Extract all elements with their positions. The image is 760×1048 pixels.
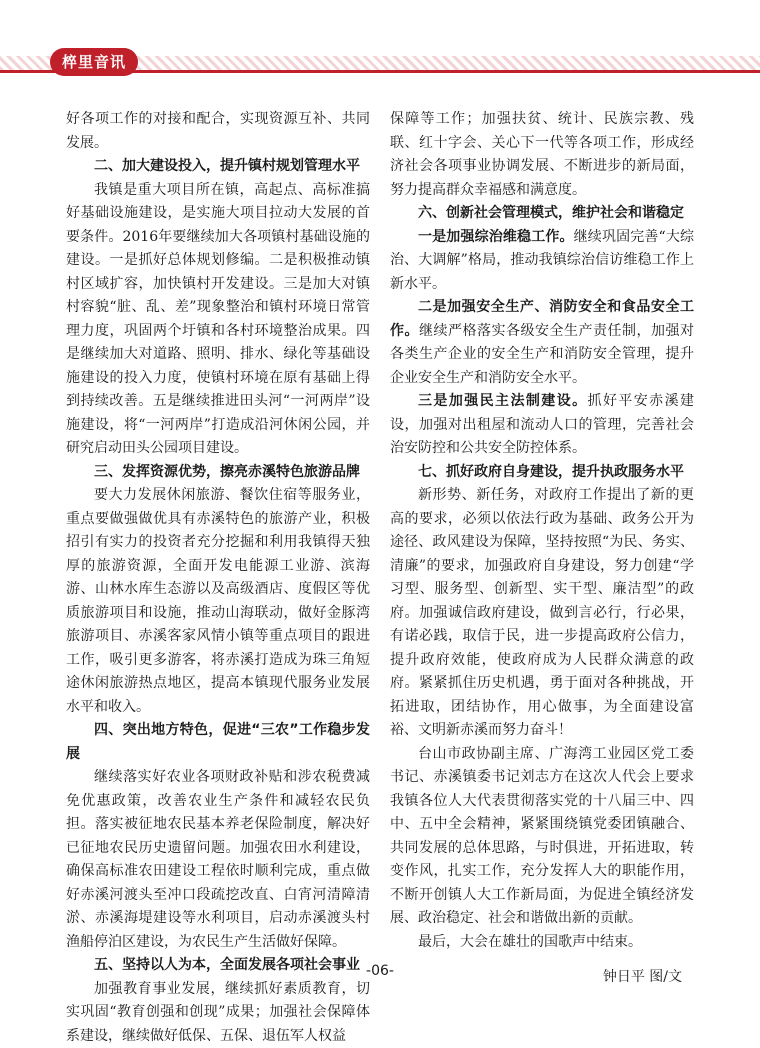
paragraph: 保障等工作；加强扶贫、统计、民族宗教、残联、红十字会、关心下一代等各项工作，形成经济社会各项事业协调发展、不断进步的新局面，努力提高群众幸福感和满意度。 bbox=[390, 108, 694, 202]
section-heading: 六、创新社会管理模式，维护社会和谐稳定 bbox=[390, 202, 694, 226]
paragraph: 台山市政协副主席、广海湾工业园区党工委书记、赤溪镇委书记刘志方在这次人代会上要求我镇各位人大代表贯彻落实党的十八届三中、四中、五中全会精神，紧紧围绕镇党委团镇融合、共同发展的总体思路，与时俱进，开拓进取，转变作风，扎实工作，充分发挥人大的职能作用，不断开创镇人大工作新局面，为促进全镇经济发展、政治稳定、社会和谐做出新的贡献。 bbox=[390, 743, 694, 931]
paragraph bbox=[390, 226, 694, 297]
paragraph bbox=[390, 296, 694, 390]
paragraph-text: 继续巩固完善“大综治、大调解”格局，推动我镇综治信访维稳工作上新水平。 bbox=[390, 229, 694, 292]
paragraph: 新形势、新任务，对政府工作提出了新的更高的要求，必须以依法行政为基础、政务公开为途径、政风建设为保障，坚持按照“为民、务实、清廉”的要求，加强政府自身建设，努力创建“学习型、服务型、创新型、实干型、廉洁型”的政府。加强诚信政府建设，做到言必行，行必果，有诺必践，取信于民，进一步提高政府公信力，提升政府效能，使政府成为人民群众满意的政府。紧紧抓住历史机遇，勇于面对各种挑战，开拓进取，团结协作，用心做事，为全面建设富裕、文明新赤溪而努力奋斗！ bbox=[390, 484, 694, 743]
paragraph: 最后，大会在雄壮的国歌声中结束。 bbox=[390, 931, 694, 955]
section-heading: 二、加大建设投入，提升镇村规划管理水平 bbox=[66, 155, 370, 179]
paragraph: 要大力发展休闲旅游、餐饮住宿等服务业，重点要做强做优具有赤溪特色的旅游产业，积极招引有实力的投资者充分挖掘和利用我镇得天独厚的旅游资源，全面开发电能源工业游、滨海游、山林水库生态游以及高级酒店、度假区等优质旅游项目和设施，推动山海联动，做好金豚湾旅游项目、赤溪客家风情小镇等重点项目的跟进工作，吸引更多游客，将赤溪打造成为珠三角短途休闲旅游热点地区，提高本镇现代服务业发展水平和收入。 bbox=[66, 484, 370, 719]
paragraph-text: 继续严格落实各级安全生产责任制，加强对各类生产企业的安全生产和消防安全管理，提升企业安全生产和消防安全水平。 bbox=[390, 323, 694, 386]
paragraph: 继续落实好农业各项财政补贴和涉农税费减免优惠政策，改善农业生产条件和减轻农民负担。落实被征地农民基本养老保险制度，解决好已征地农民历史遗留问题。加强农田水利建设，确保高标准农田建设工程依时顺利完成，重点做好赤溪河渡头至冲口段疏挖改直、白宵河清障清淤、赤溪海堤建设等水利项目，启动赤溪渡头村渔船停泊区建设，为农民生产生活做好保障。 bbox=[66, 766, 370, 954]
section-heading: 三、发挥资源优势，擦亮赤溪特色旅游品牌 bbox=[66, 461, 370, 485]
section-heading: 四、突出地方特色，促进“三农”工作稳步发展 bbox=[66, 719, 370, 766]
lead-phrase: 一是加强综治维稳工作。 bbox=[418, 229, 574, 245]
lead-phrase: 二是加强安全生产、消防安全和食品安全工作。 bbox=[390, 299, 694, 339]
left-column bbox=[66, 108, 370, 1048]
paragraph: 好各项工作的对接和配合，实现资源互补、共同发展。 bbox=[66, 108, 370, 155]
section-badge: 椊里音讯 bbox=[50, 48, 138, 76]
paragraph: 我镇是重大项目所在镇，高起点、高标准搞好基础设施建设，是实施大项目拉动大发展的首要条件。2016年要继续加大各项镇村基础设施的建设。一是抓好总体规划修编。二是积极推动镇村区域扩容，加快镇村开发建设。三是加大对镇村容貌“脏、乱、差”现象整治和镇村环境日常管理力度，巩固两个圩镇和各村环境整治成果。四是继续加大对道路、照明、排水、绿化等基础设施建设的投入力度，使镇村环境在原有基础上得到持续改善。五是继续推进田头河“一河两岸”设施建设，将“一河两岸”打造成沿河休闲公园，并研究启动田头公园项目建设。 bbox=[66, 179, 370, 461]
page-header bbox=[0, 0, 760, 90]
section-heading: 五、坚持以人为本，全面发展各项社会事业 bbox=[66, 954, 370, 978]
paragraph: 加强教育事业发展，继续抓好素质教育，切实巩固“教育创强和创现”成果；加强社会保障体系建设，继续做好低保、五保、退伍军人权益 bbox=[66, 978, 370, 1048]
paragraph bbox=[390, 390, 694, 461]
author-credit: 钟日平 图/文 bbox=[390, 966, 694, 990]
right-column bbox=[390, 108, 694, 990]
lead-phrase: 三是加强民主法制建设。 bbox=[418, 393, 588, 409]
section-heading: 七、抓好政府自身建设，提升执政服务水平 bbox=[390, 461, 694, 485]
page-number: -06- bbox=[0, 963, 760, 979]
paragraph-text: 抓好平安赤溪建设，加强对出租屋和流动人口的管理，完善社会治安防控和公共安全防控体系。 bbox=[390, 393, 694, 456]
